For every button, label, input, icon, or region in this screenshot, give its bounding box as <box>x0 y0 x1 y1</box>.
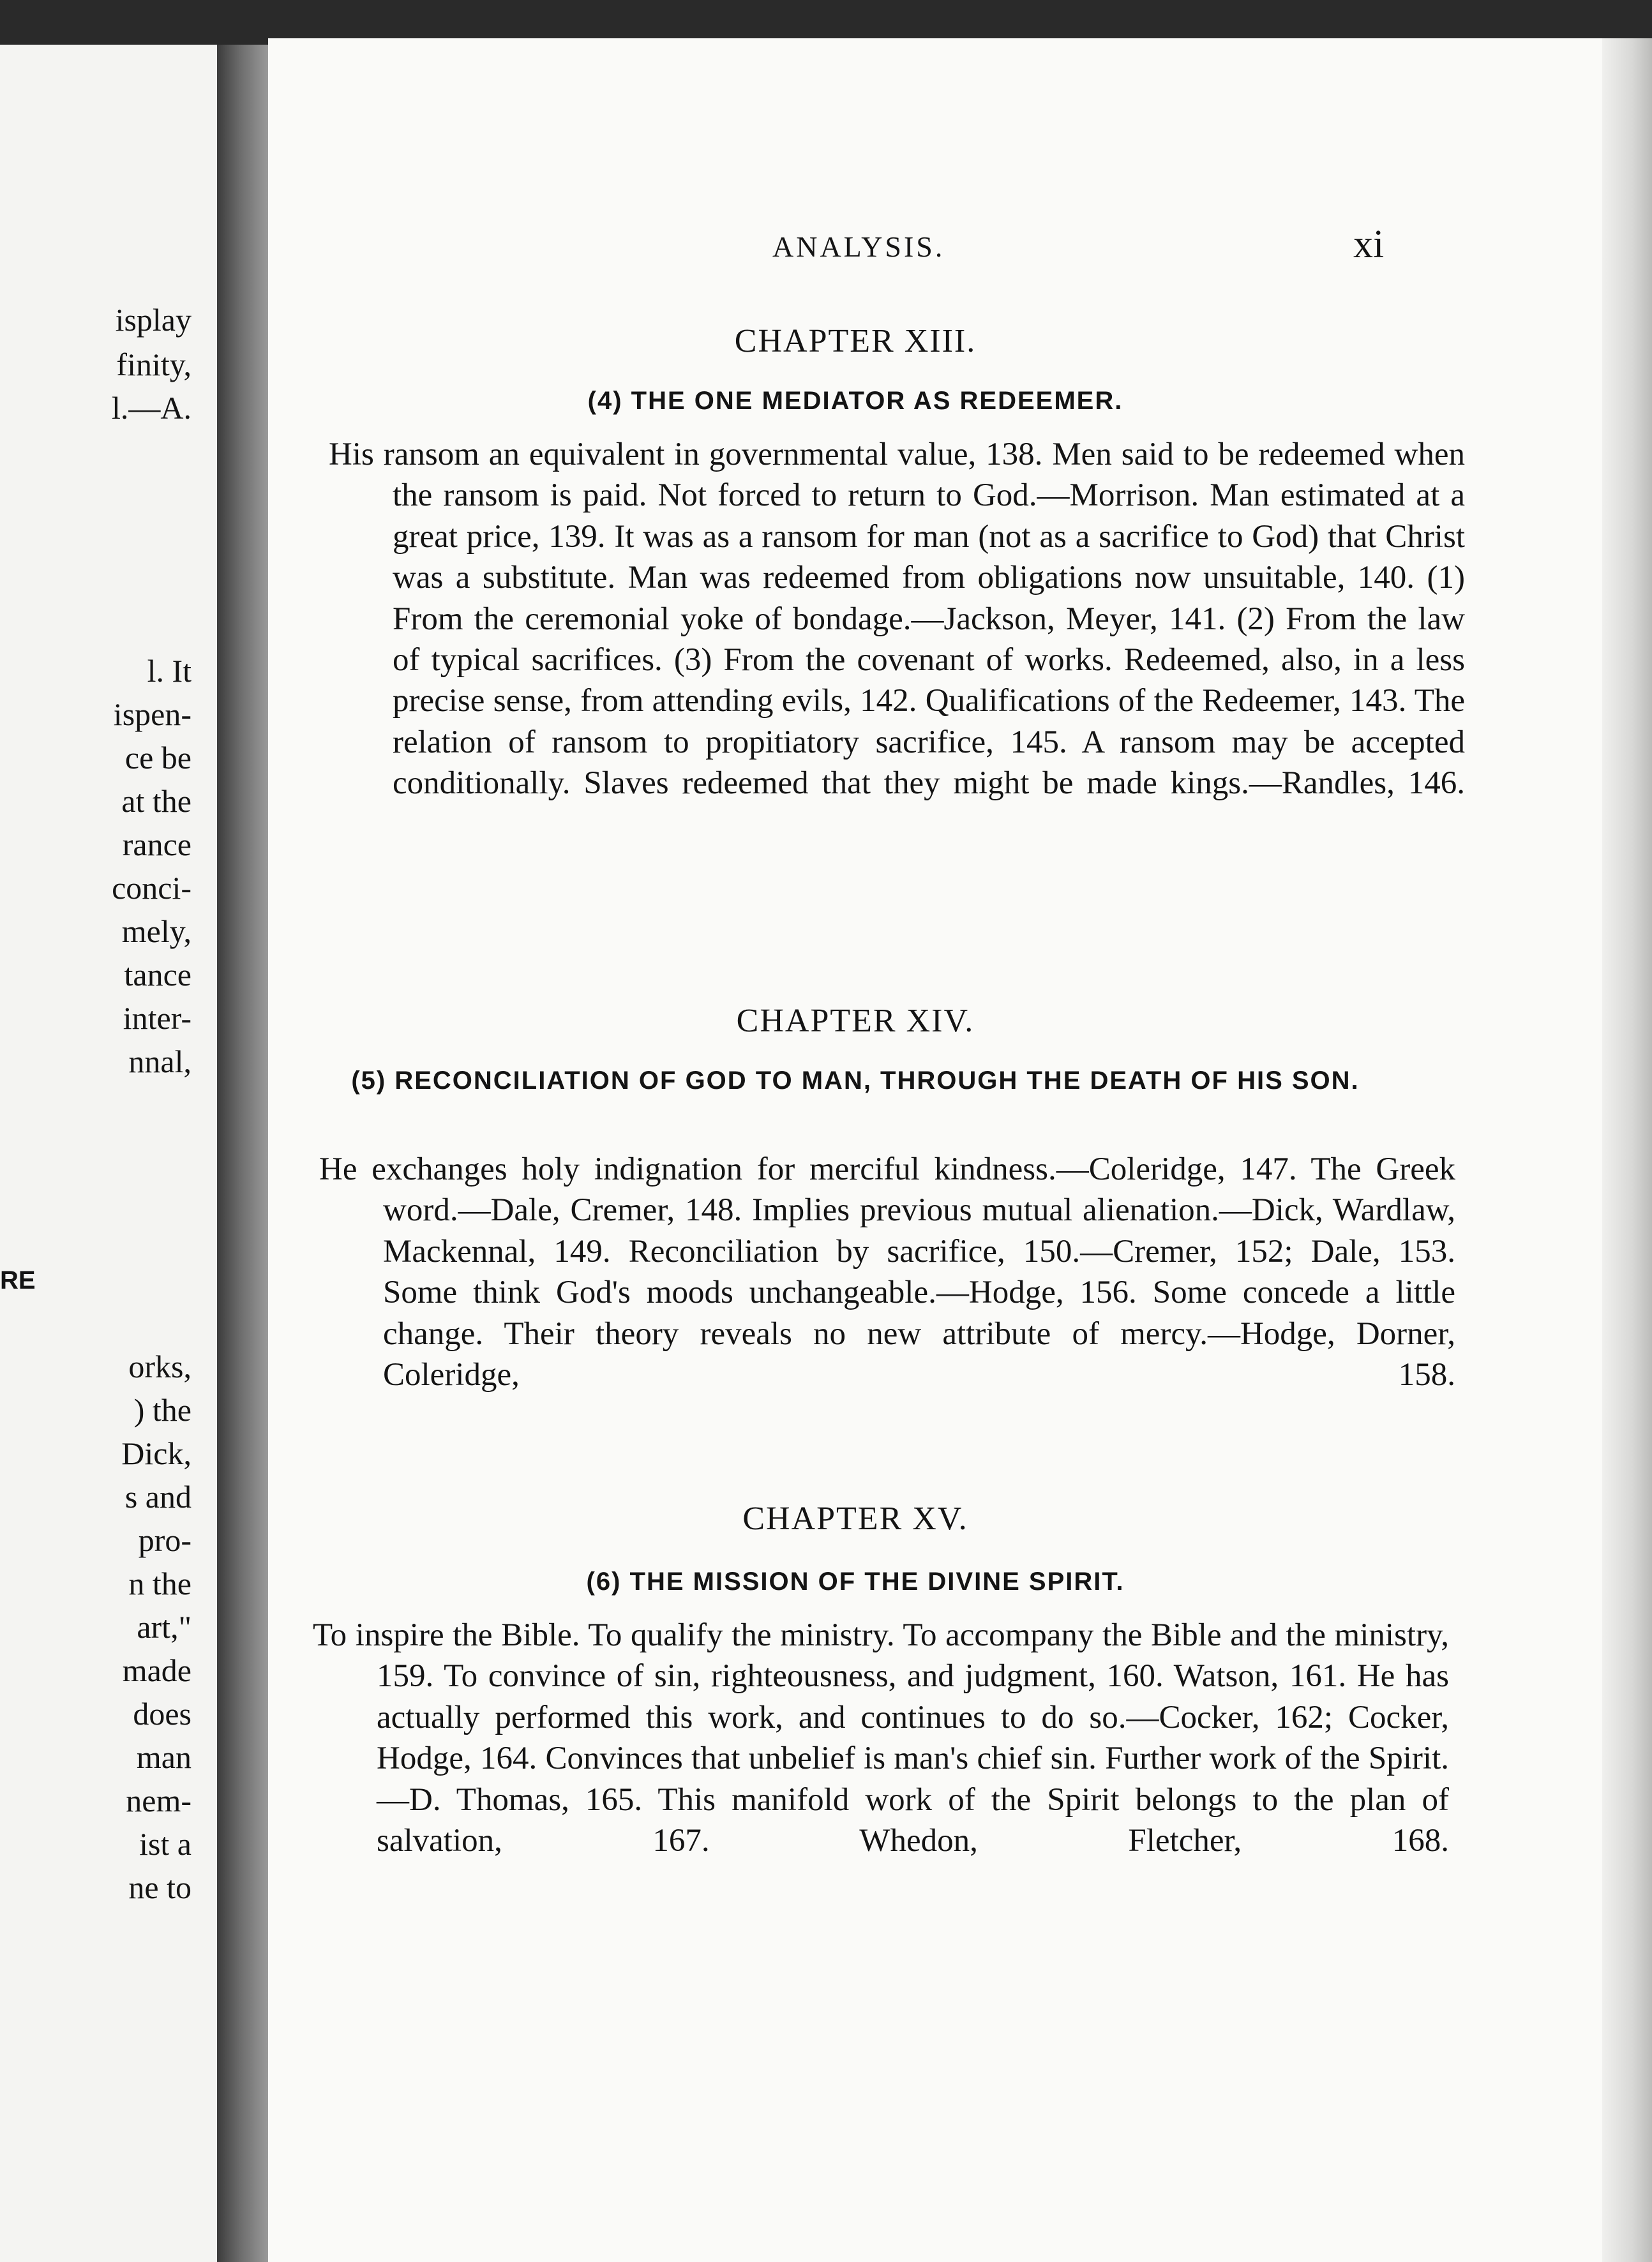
left-page-line: rance <box>122 827 191 862</box>
left-page-line: nem- <box>126 1783 191 1818</box>
chapter-summary: His ransom an equivalent in governmental value, 138. Men said to be redeemed when the ransom is paid. Not forced to return to God.—Morrison. Man estimated at a great price, 139. It was as a ransom for man (not as a sacrifice to God) that Christ was a substitute. Man was redeemed from obligations now unsuitable, 140. (1) From the ceremonial yoke of bondage.—Jackson, Meyer, 141. (2) From the law of typical sacrifices. (3) From the covenant of works. Redeemed, also, in a less precise sense, from attending evils, 142. Qualifications of the Redeemer, 143. The relation of ransom to propitiatory sacrifice, 145. A ransom may be accepted conditionally. Slaves redeemed that they might be made kings.—Randles, 146. <box>329 437 1465 802</box>
left-page-line: ce be <box>124 740 191 775</box>
chapter-title: CHAPTER XIV. <box>736 1003 975 1039</box>
left-page-line: s and <box>124 1479 191 1515</box>
chapter-title: CHAPTER XIII. <box>734 323 977 359</box>
left-page-fragment <box>0 45 223 2262</box>
left-page-line: ist a <box>139 1826 191 1862</box>
left-page-line: ) the <box>133 1392 191 1428</box>
left-page-line: made <box>122 1652 191 1688</box>
left-page-line: ispen- <box>113 696 191 732</box>
left-page-line: does <box>133 1696 191 1732</box>
chapter-title: CHAPTER XV. <box>742 1501 968 1537</box>
left-page-line: tance <box>124 957 191 992</box>
left-page-line: Dick, <box>121 1435 191 1471</box>
chapter-subtitle: (5) RECONCILIATION OF GOD TO MAN, THROUGH THE DEATH OF HIS SON. <box>351 1067 1360 1095</box>
left-page-line: at the <box>121 783 191 819</box>
left-page-line: finity, <box>116 347 191 382</box>
left-page-line: l.—A. <box>112 390 191 426</box>
left-page-line: inter- <box>123 1000 191 1036</box>
left-page-line: isplay <box>115 302 191 338</box>
chapter-summary: To inspire the Bible. To qualify the ministry. To accompany the Bible and the ministry, 159. To convince of sin, righteousness, and judgment, 160. Watson, 161. He has actually performed this work, and continues to do so.—Cocker, 162; Cocker, Hodge, 164. Convinces that unbelief is man's chief sin. Further work of the Spirit.—D. Thomas, 165. This manifold work of the Spirit belongs to the plan of salvation, 167. Whedon, Fletcher, 168. <box>313 1617 1449 1859</box>
left-page-line: pro- <box>138 1522 191 1558</box>
page-number: xi <box>1353 223 1385 266</box>
chapter-subtitle: (4) THE ONE MEDIATOR AS REDEEMER. <box>587 387 1123 415</box>
running-head: ANALYSIS. <box>772 230 945 263</box>
left-page-line: ne to <box>128 1869 191 1905</box>
left-page-line: l. It <box>147 653 191 689</box>
left-page-line: mely, <box>121 913 191 949</box>
left-page-line: nnal, <box>128 1044 191 1079</box>
book-gutter <box>217 45 268 2262</box>
chapter-summary: He exchanges holy indignation for merciful kindness.—Coleridge, 147. The Greek word.—Dale, Cremer, 148. Implies previous mutual alienation.—Dick, Wardlaw, Mackennal, 149. Reconciliation by sacrifice, 150.—Cremer, 152; Dale, 153. Some think God's moods unchangeable.—Hodge, 156. Some concede a little change. Their theory reveals no new attribute of mercy.—Hodge, Dorner, Coleridge, 158. <box>319 1151 1455 1393</box>
left-page-line: n the <box>128 1566 191 1601</box>
left-page-line: RE <box>0 1266 36 1294</box>
left-page-line: conci- <box>112 870 191 906</box>
page-edge <box>1602 38 1652 2262</box>
chapter-subtitle: (6) THE MISSION OF THE DIVINE SPIRIT. <box>586 1568 1125 1596</box>
left-page-line: orks, <box>128 1349 191 1384</box>
left-page-line: man <box>136 1739 191 1775</box>
left-page-line: art," <box>137 1609 191 1645</box>
